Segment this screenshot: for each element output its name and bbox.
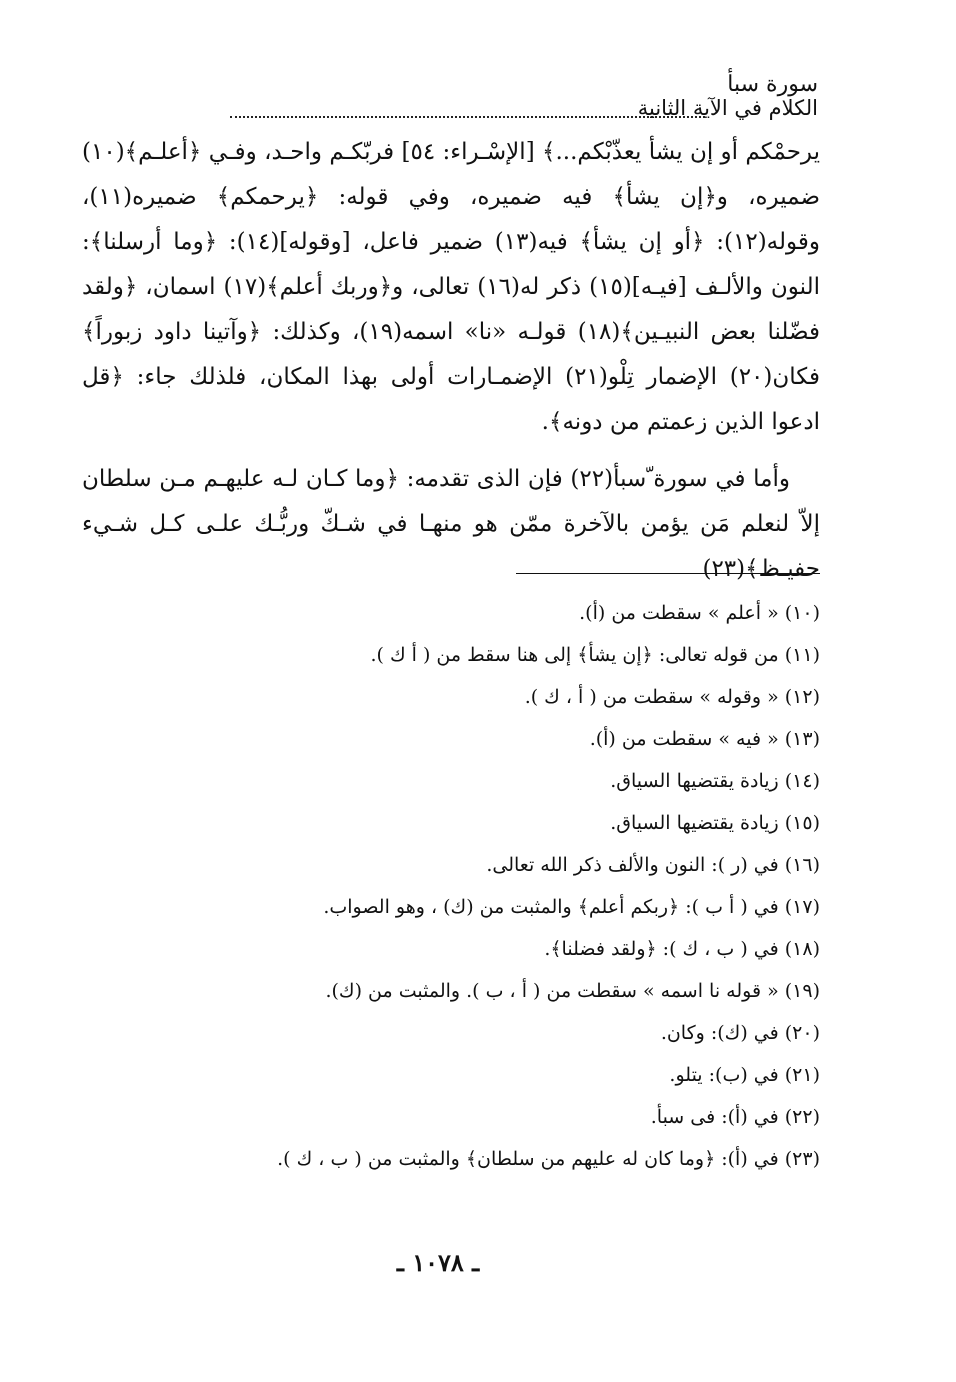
footnote-separator <box>516 573 820 574</box>
footnote: (١١) من قوله تعالى: ﴿إن يشأ﴾ إلى هنا سقط من ( أ ك ). <box>370 644 820 666</box>
footnote: (١٨) في ( ب ، ك ): ﴿ولقد فضلنا﴾. <box>544 938 820 960</box>
running-head-topic: الكلام في الآية الثانية <box>637 96 818 120</box>
footnote: (١٩) « قوله نا اسمه » سقطت من ( أ ، ب ). والمثبت من (ك). <box>325 980 820 1002</box>
footnote: (١٥) زيادة يقتضيها السياق. <box>610 812 820 834</box>
footnote: (١٦) في (ر ): النون والألف ذكر الله تعالى. <box>486 854 820 876</box>
footnote: (١٣) « فيه » سقطت من (أ). <box>589 728 820 750</box>
footnote: (١٧) في ( أ ب ): ﴿ربكم أعلم﴾ والمثبت من (ك) ، وهو الصواب. <box>323 896 820 918</box>
footnote: (١٠) « أعلم » سقطت من (أ). <box>579 602 820 624</box>
body-paragraph-2: وأما في سورة ّسبأ(٢٢) فإن الذى تقدمه: ﴿وما كـان لـه عليهـم مـن سلطان إلاّ لنعلم مَن يؤمن بالآخرة ممّن هو منهـا في شـكّ وربُّـك علـى كـل شـيء حفيـظ﴾(٢٣) <box>82 466 821 582</box>
body-paragraph-1: يرحمْكم أو إن يشأ يعذّبْكم...﴾ [الإسْـراء: ٥٤] فربّكـم واحـد، وفـي ﴿أعلـم﴾(١٠) ضميره، و﴿إن يشأ﴾ فيه ضميره، وفي قوله: ﴿يرحمكم﴾ ضميره(١١)، وقوله(١٢): ﴿أو إن يشأ﴾ فيه(١٣) ضمير فاعل، [وقوله](١٤): ﴿وما أرسلنا﴾: النون والألـف [فيـه](١٥) ذكر له(١٦) تعالى، و﴿وربك أعلم﴾(١٧) اسمان، ﴿ولقد فضّلنا بعض النبيـين﴾(١٨) قولـه «نا» اسمه(١٩)، وكذلك: ﴿وآتينا داود زبوراً﴾ فكان(٢٠) الإضمار تِلْو(٢١) الإضمـارات أولى بهذا المكان، فلذلك جاء: ﴿قل ادعوا الذين زعمتم من دونه﴾. <box>82 139 820 435</box>
footnote: (١٤) زيادة يقتضيها السياق. <box>610 770 820 792</box>
footnote: (٢١) في (ب): يتلو. <box>669 1064 820 1086</box>
footnote: (٢٠) في (ك): وكان. <box>660 1022 820 1044</box>
footnote: (٢٣) في (أ): ﴿وما كان له عليهم من سلطان﴾ والمثبت من ( ب ، ك ). <box>277 1148 820 1170</box>
footnote: (٢٢) في (أ): فى سبأ. <box>650 1106 820 1128</box>
main-text <box>82 130 820 592</box>
footnote: (١٢) « وقوله » سقطت من ( أ ، ك ). <box>524 686 820 708</box>
running-head-surah: سورة سبأ <box>727 72 818 97</box>
footnotes-list <box>100 598 820 1186</box>
header-dotted-leader <box>230 102 705 118</box>
page-number: ـ ١٠٧٨ ـ <box>396 1248 480 1277</box>
